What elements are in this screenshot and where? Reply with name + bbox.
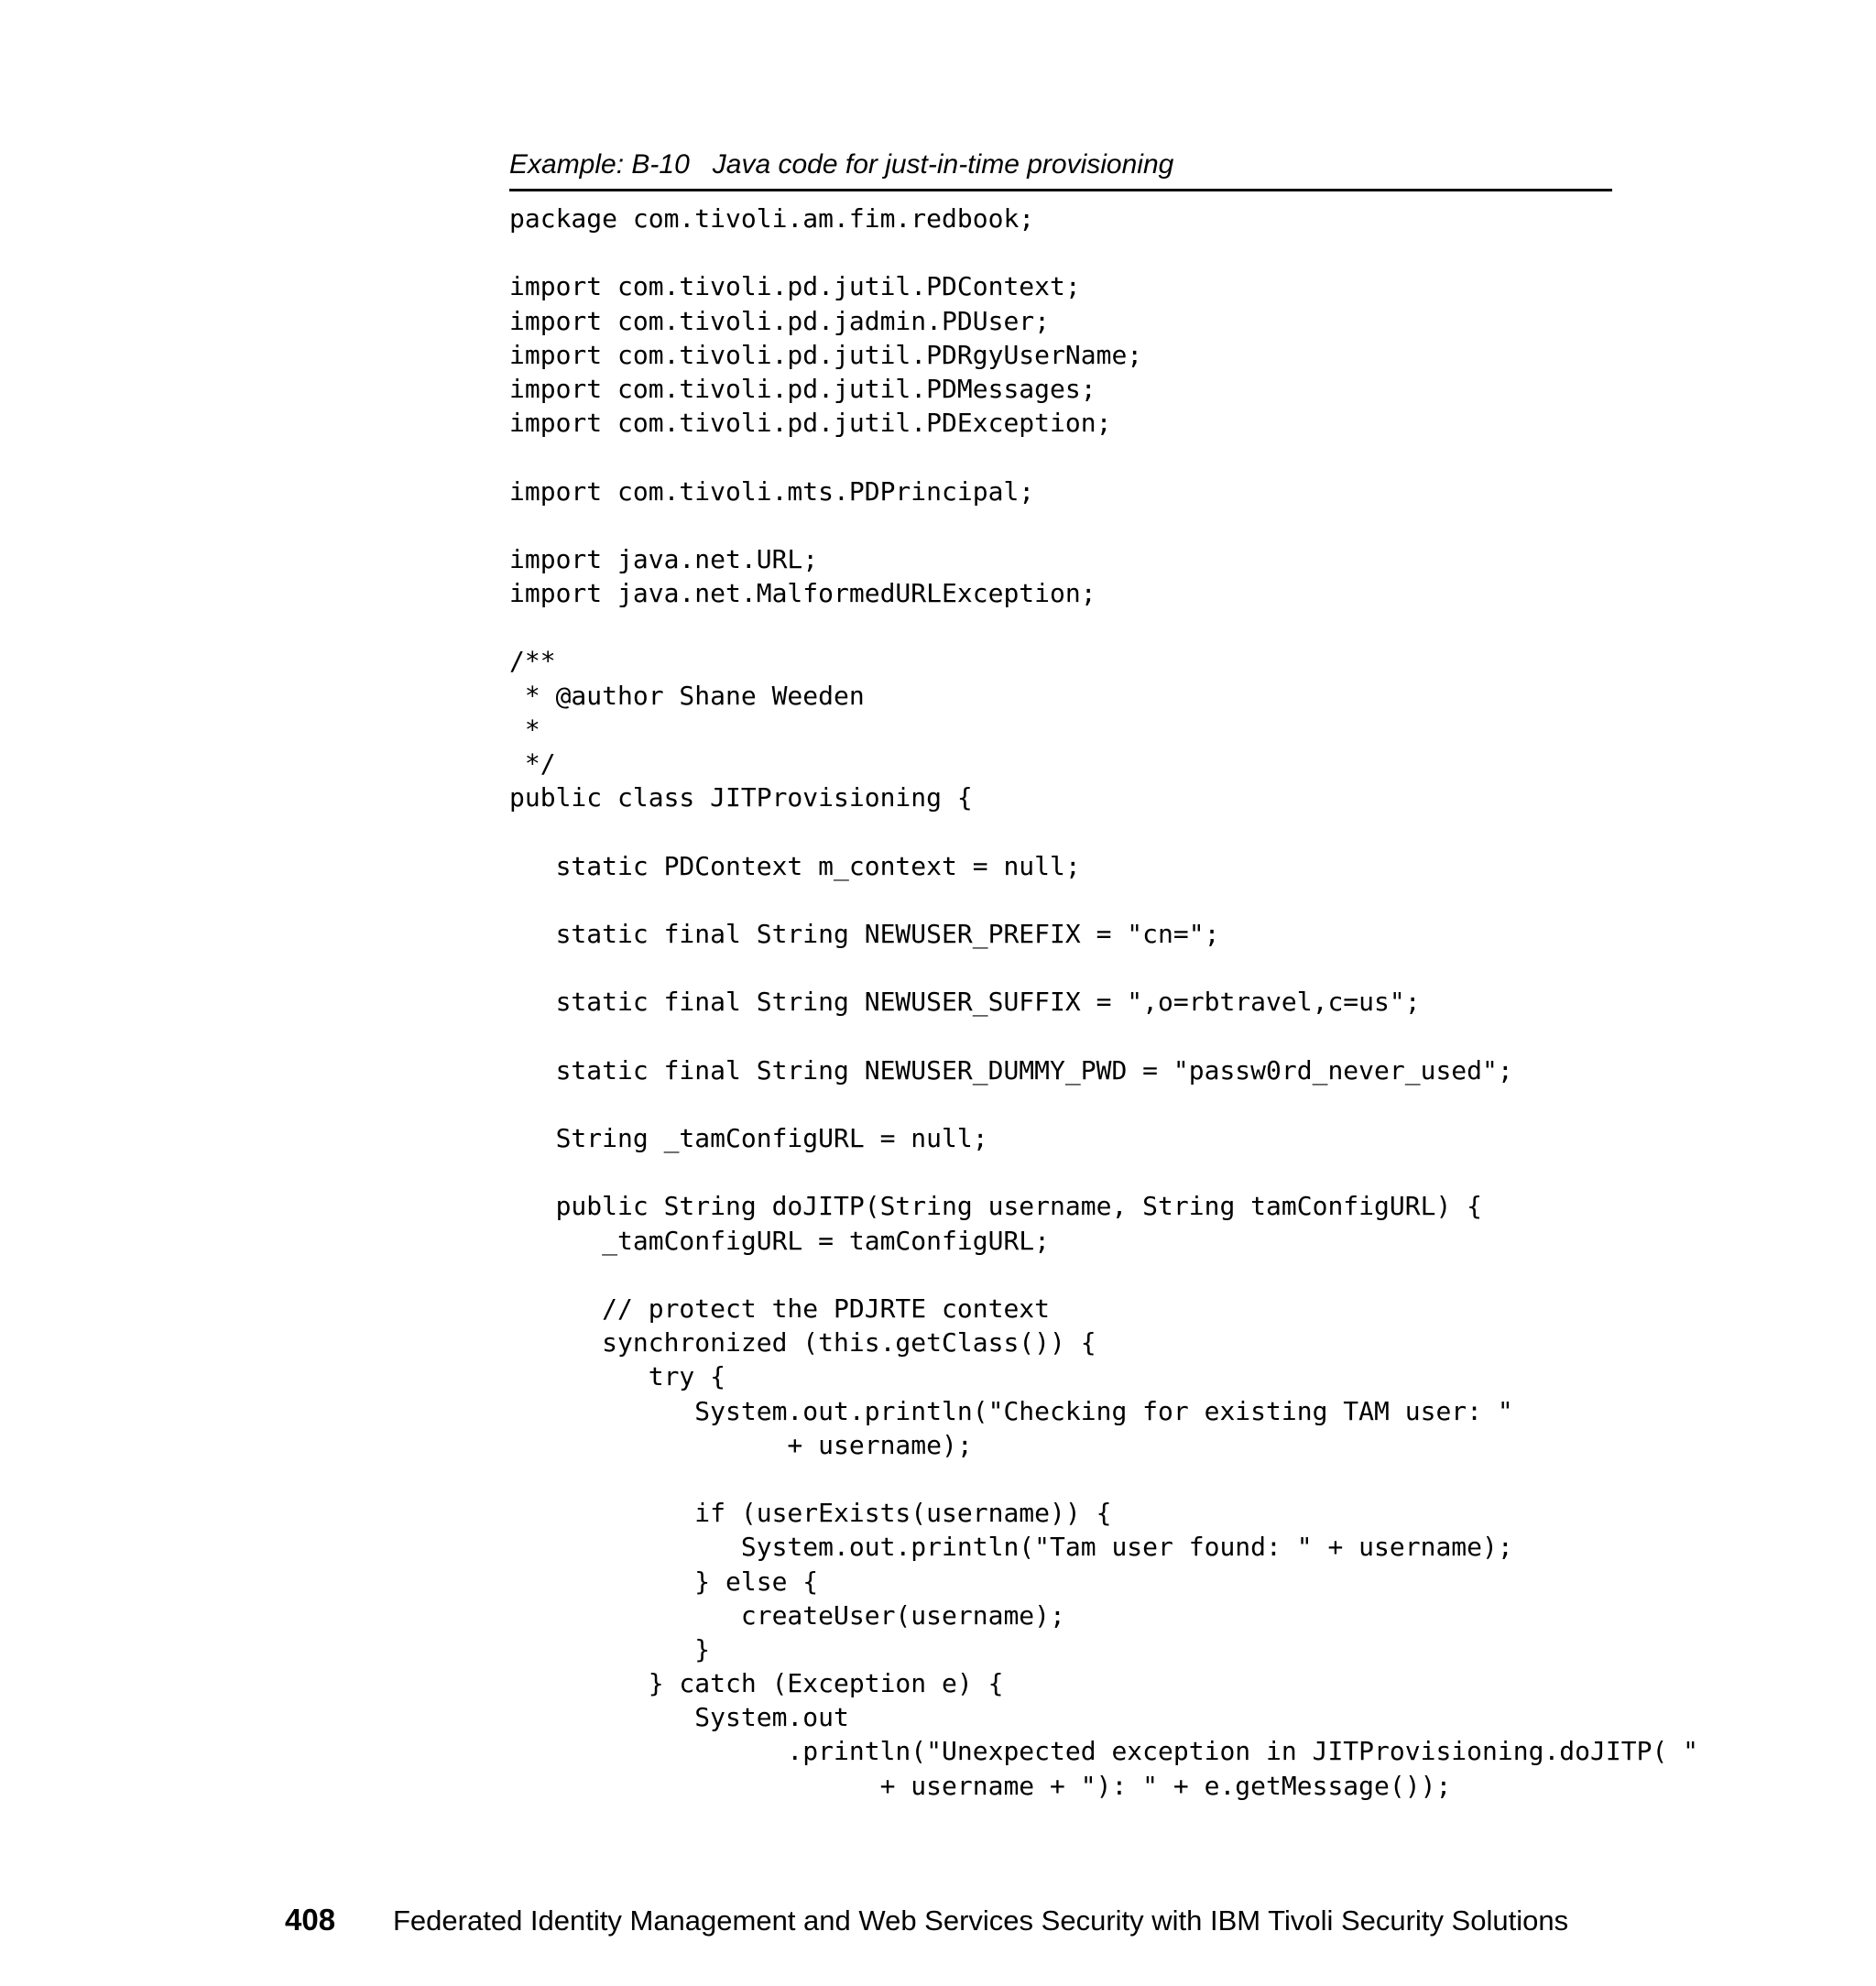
code-line: [509, 883, 1698, 917]
code-line: if (userExists(username)) {: [509, 1498, 1112, 1529]
code-line: String _tamConfigURL = null;: [509, 1123, 988, 1154]
code-line: [509, 814, 1698, 848]
code-line: System.out.println("Checking for existing TAM user: ": [509, 1395, 1513, 1426]
book-title: Federated Identity Management and Web Services Security with IBM Tivoli Security Solutions: [393, 1904, 1569, 1937]
code-line: import com.tivoli.pd.jutil.PDContext;: [509, 271, 1081, 302]
code-line: [509, 235, 1698, 269]
code-line: [509, 1258, 1698, 1292]
code-line: * @author Shane Weeden: [509, 680, 865, 711]
caption-rule: [509, 189, 1612, 191]
code-line: try {: [509, 1361, 726, 1392]
code-line: [509, 1020, 1698, 1053]
page-number: 408: [285, 1903, 336, 1937]
code-line: import com.tivoli.pd.jutil.PDRgyUserName;: [509, 339, 1143, 370]
code-listing: [509, 202, 1698, 1803]
code-line: import com.tivoli.pd.jutil.PDMessages;: [509, 373, 1096, 404]
code-line: /**: [509, 646, 556, 677]
code-line: + username);: [509, 1429, 973, 1460]
code-line: static final String NEWUSER_DUMMY_PWD = "passw0rd_never_used";: [509, 1054, 1513, 1086]
code-line: package com.tivoli.am.fim.redbook;: [509, 203, 1035, 234]
code-line: [509, 1462, 1698, 1496]
code-line: } catch (Exception e) {: [509, 1668, 1004, 1699]
code-line: System.out.println("Tam user found: " + username);: [509, 1532, 1513, 1563]
code-line: */: [509, 748, 556, 779]
code-line: import java.net.MalformedURLException;: [509, 578, 1096, 609]
code-line: public class JITProvisioning {: [509, 782, 973, 813]
code-line: [509, 508, 1698, 542]
code-line: import com.tivoli.pd.jadmin.PDUser;: [509, 305, 1051, 336]
code-line: System.out: [509, 1702, 849, 1733]
code-line: createUser(username);: [509, 1599, 1065, 1631]
example-caption: Example: B-10 Java code for just-in-time provisioning: [509, 149, 1174, 180]
code-line: } else {: [509, 1566, 819, 1597]
code-line: [509, 440, 1698, 474]
code-line: _tamConfigURL = tamConfigURL;: [509, 1225, 1051, 1256]
code-line: [509, 1155, 1698, 1189]
code-line: // protect the PDJRTE context: [509, 1293, 1051, 1324]
page-footer: [285, 1900, 1568, 1941]
code-line: static PDContext m_context = null;: [509, 850, 1081, 881]
code-line: *: [509, 714, 540, 745]
code-line: synchronized (this.getClass()) {: [509, 1327, 1096, 1359]
code-line: import com.tivoli.mts.PDPrincipal;: [509, 475, 1035, 507]
code-line: .println("Unexpected exception in JITProvisioning.doJITP( ": [509, 1736, 1699, 1767]
code-line: }: [509, 1633, 711, 1664]
code-line: + username + "): " + e.getMessage());: [509, 1770, 1452, 1801]
code-line: [509, 951, 1698, 985]
code-line: import java.net.URL;: [509, 543, 819, 574]
code-line: public String doJITP(String username, String tamConfigURL) {: [509, 1191, 1483, 1222]
code-line: static final String NEWUSER_SUFFIX = ",o=rbtravel,c=us";: [509, 987, 1421, 1018]
code-line: static final String NEWUSER_PREFIX = "cn=";: [509, 918, 1220, 949]
code-line: import com.tivoli.pd.jutil.PDException;: [509, 408, 1112, 439]
code-line: [509, 1087, 1698, 1121]
code-line: [509, 610, 1698, 644]
